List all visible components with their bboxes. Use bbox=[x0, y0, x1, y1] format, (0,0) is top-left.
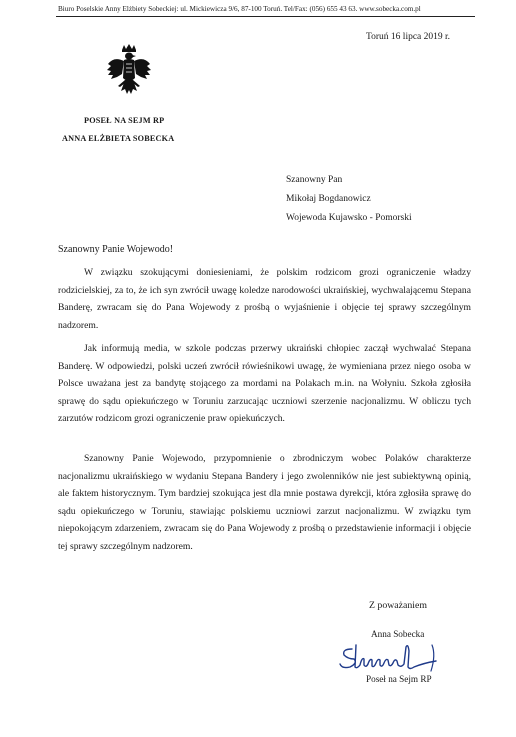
office-address-header: Biuro Poselskie Anny Elżbiety Sobeckiej: ul. Mickiewicza 9/6, 87-100 Toruń. Tel/Fax: (056) 655 43 63. www.sobecka.com.pl bbox=[58, 5, 421, 13]
sender-title: POSEŁ NA SEJM RP bbox=[84, 116, 165, 125]
signatory-role: Poseł na Sejm RP bbox=[366, 674, 432, 684]
recipient-name: Mikołaj Bogdanowicz bbox=[286, 194, 371, 204]
body-paragraph-3: Szanowny Panie Wojewodo, przypomnienie o zbrodniczym wobec Polaków charakterze nacjonalizmu ukraińskiego w wydaniu Stepana Bandery i jego zwolenników nie jest subiektywną opinią, ale faktem historycznym. Tym bardziej szokująca jest dla mnie postawa dyrekcji, która zgłosiła sprawę do sądu opiekuńczego w Toruniu, stawiając polskiemu uczniowi zarzut nacjonalizmu. W związku tym niepokojącym zdarzeniem, zwracam się do Pana Wojewody z prośbą o przedstawienie informacji i objęcie tej sprawy szczególnym nadzorem. bbox=[58, 453, 471, 552]
letter-date: Toruń 16 lipca 2019 r. bbox=[366, 32, 451, 42]
letter-greeting: Szanowny Panie Wojewodo! bbox=[58, 244, 174, 255]
recipient-salutation: Szanowny Pan bbox=[286, 175, 343, 185]
body-paragraph-2: Jak informują media, w szkole podczas przerwy ukraiński chłopiec zaczął wychwalać Stepana Banderę. W odpowiedzi, polski uczeń zwrócił rówieśnikowi uwagę, że wymieniana przez niego osoba w Polsce uważana jest za bandytę stojącego za mordami na Polakach m.in. na Wołyniu. Szkoła zgłosiła sprawę do sądu opiekuńczego w Toruniu zarzucając uczniowi szerzenie nacjonalizmu. W obliczu tych zarzutów rodzicom grozi ograniczenie praw opiekuńczych. bbox=[58, 343, 471, 425]
polish-eagle-emblem-icon bbox=[106, 44, 152, 104]
handwritten-signature bbox=[338, 637, 446, 677]
closing-phrase: Z poważaniem bbox=[369, 600, 427, 611]
body-paragraph-1: W związku szokującymi doniesieniami, że polskim rodzicom grozi ograniczenie władzy rodzicielskiej, za to, że ich syn zwrócił uwagę koledze narodowości ukraińskiej, wychwalającemu Stepana Banderę, zwracam się do Pana Wojewody z prośbą o wyjaśnienie i objęcie tej sprawy szczególnym nadzorem. bbox=[58, 267, 471, 331]
header-divider bbox=[56, 16, 475, 17]
sender-name: ANNA ELŻBIETA SOBECKA bbox=[62, 134, 175, 143]
recipient-office: Wojewoda Kujawsko - Pomorski bbox=[286, 213, 412, 223]
signatory-name: Anna Sobecka bbox=[371, 629, 425, 639]
